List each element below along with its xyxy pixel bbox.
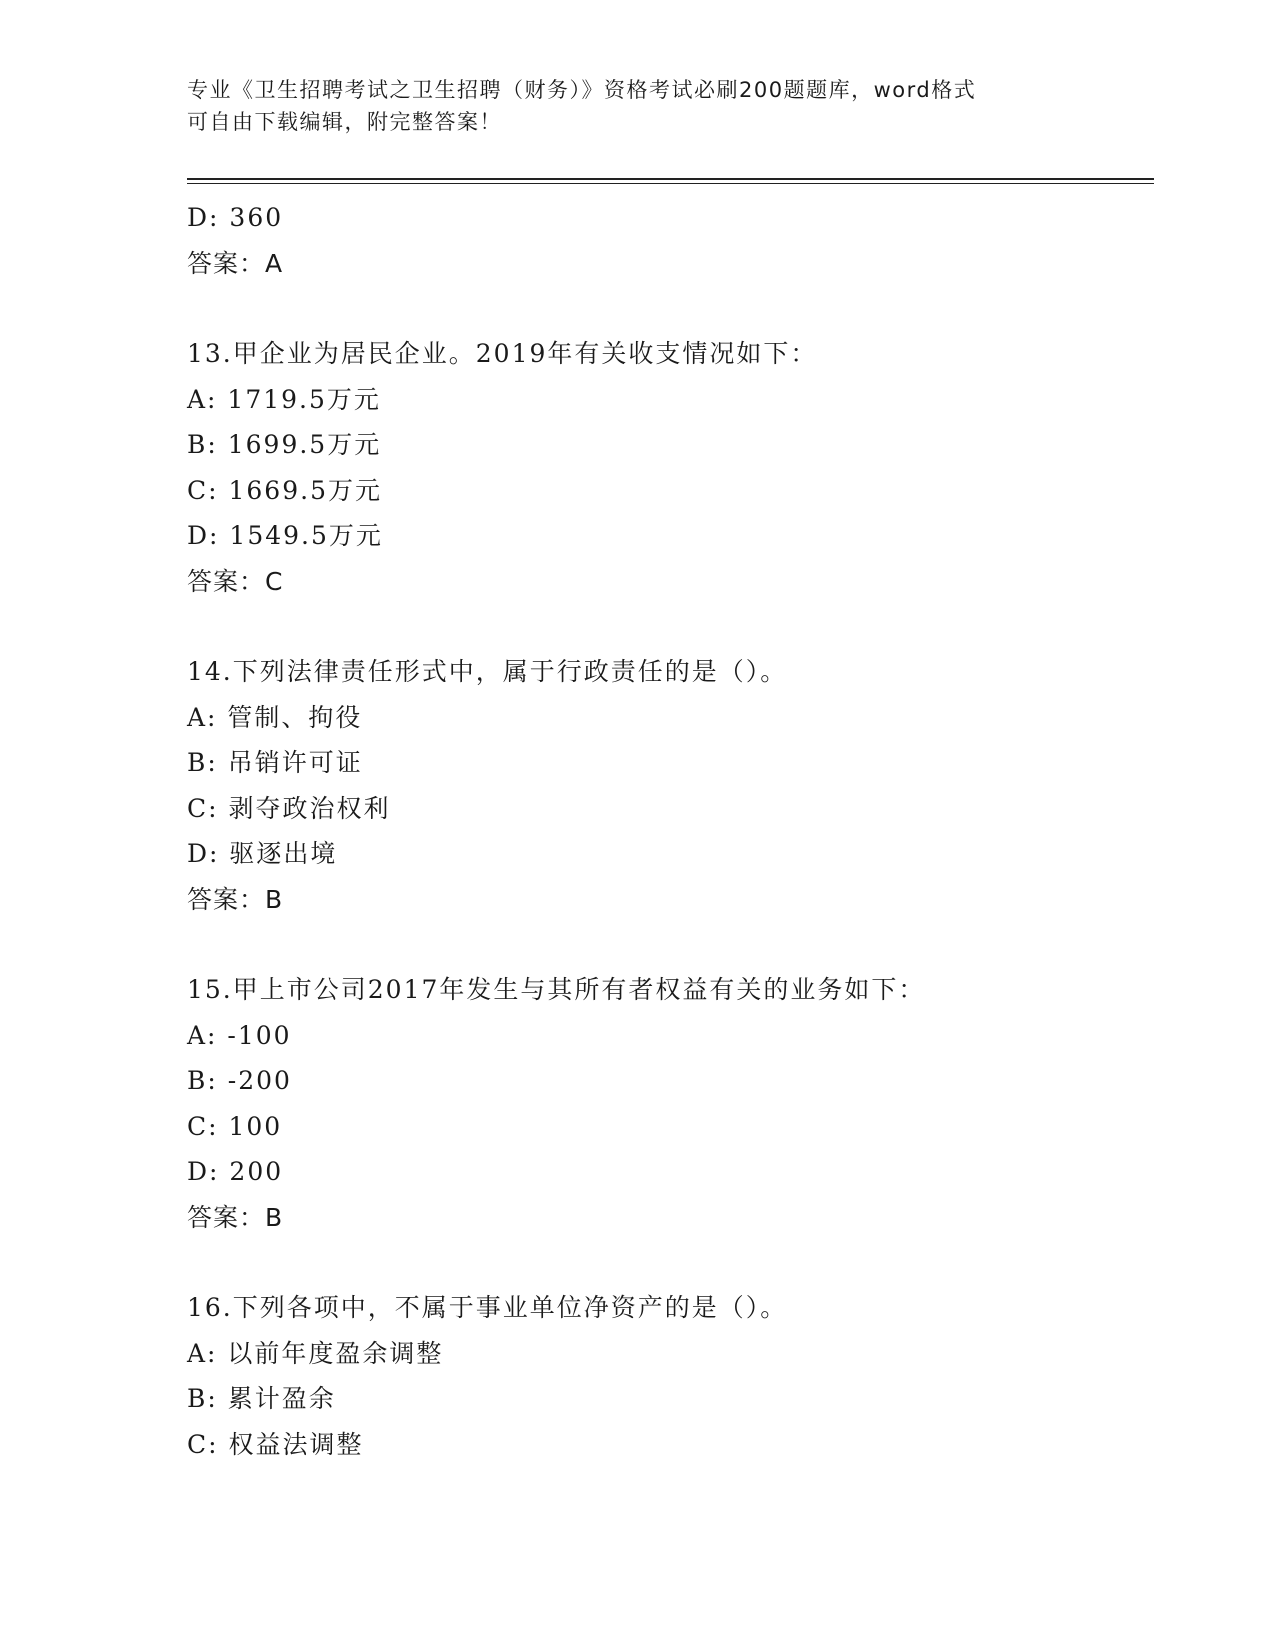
header-title-line-2: 可自由下载编辑，附完整答案！ — [187, 110, 502, 134]
header-divider — [187, 178, 1154, 180]
question-text: 16.下列各项中，不属于事业单位净资产的是（）。 — [187, 1293, 788, 1322]
option-a: A: -100 — [187, 1020, 292, 1050]
question-block-12-tail — [187, 195, 1147, 286]
option-b: B: 1699.5万元 — [187, 430, 382, 459]
question-block-16 — [187, 1285, 1147, 1467]
option-d: D: 1549.5万元 — [187, 521, 383, 550]
option-b: B: 累计盈余 — [187, 1384, 336, 1413]
answer-line: 答案：B — [187, 884, 284, 914]
option-d: D: 驱逐出境 — [187, 839, 338, 868]
option-a: A: 管制、拘役 — [187, 702, 363, 732]
header-divider-thin — [187, 183, 1154, 184]
question-block-15 — [187, 967, 1147, 1240]
question-text: 13.甲企业为居民企业。2019年有关收支情况如下： — [187, 339, 818, 368]
answer-line: 答案：A — [187, 248, 284, 278]
option-d: D: 200 — [187, 1157, 284, 1186]
option-c: C: 100 — [187, 1111, 283, 1141]
option-b: B: -200 — [187, 1066, 292, 1095]
question-list — [187, 195, 1147, 1467]
question-block-13 — [187, 331, 1147, 604]
option-c: C: 1669.5万元 — [187, 475, 382, 505]
question-block-14 — [187, 649, 1147, 922]
option-c: C: 权益法调整 — [187, 1429, 364, 1459]
answer-line: 答案：B — [187, 1202, 284, 1232]
option-a: A: 1719.5万元 — [187, 384, 381, 414]
answer-line: 答案：C — [187, 566, 284, 596]
question-text: 14.下列法律责任形式中，属于行政责任的是（）。 — [187, 657, 788, 686]
option-d: D: 360 — [187, 203, 284, 232]
header-title-line-1: 专业《卫生招聘考试之卫生招聘（财务）》资格考试必刷200题题库，word格式 — [187, 78, 977, 102]
document-header — [187, 74, 1067, 138]
option-b: B: 吊销许可证 — [187, 748, 363, 777]
question-text: 15.甲上市公司2017年发生与其所有者权益有关的业务如下： — [187, 975, 926, 1004]
option-c: C: 剥夺政治权利 — [187, 793, 391, 823]
option-a: A: 以前年度盈余调整 — [187, 1338, 444, 1368]
